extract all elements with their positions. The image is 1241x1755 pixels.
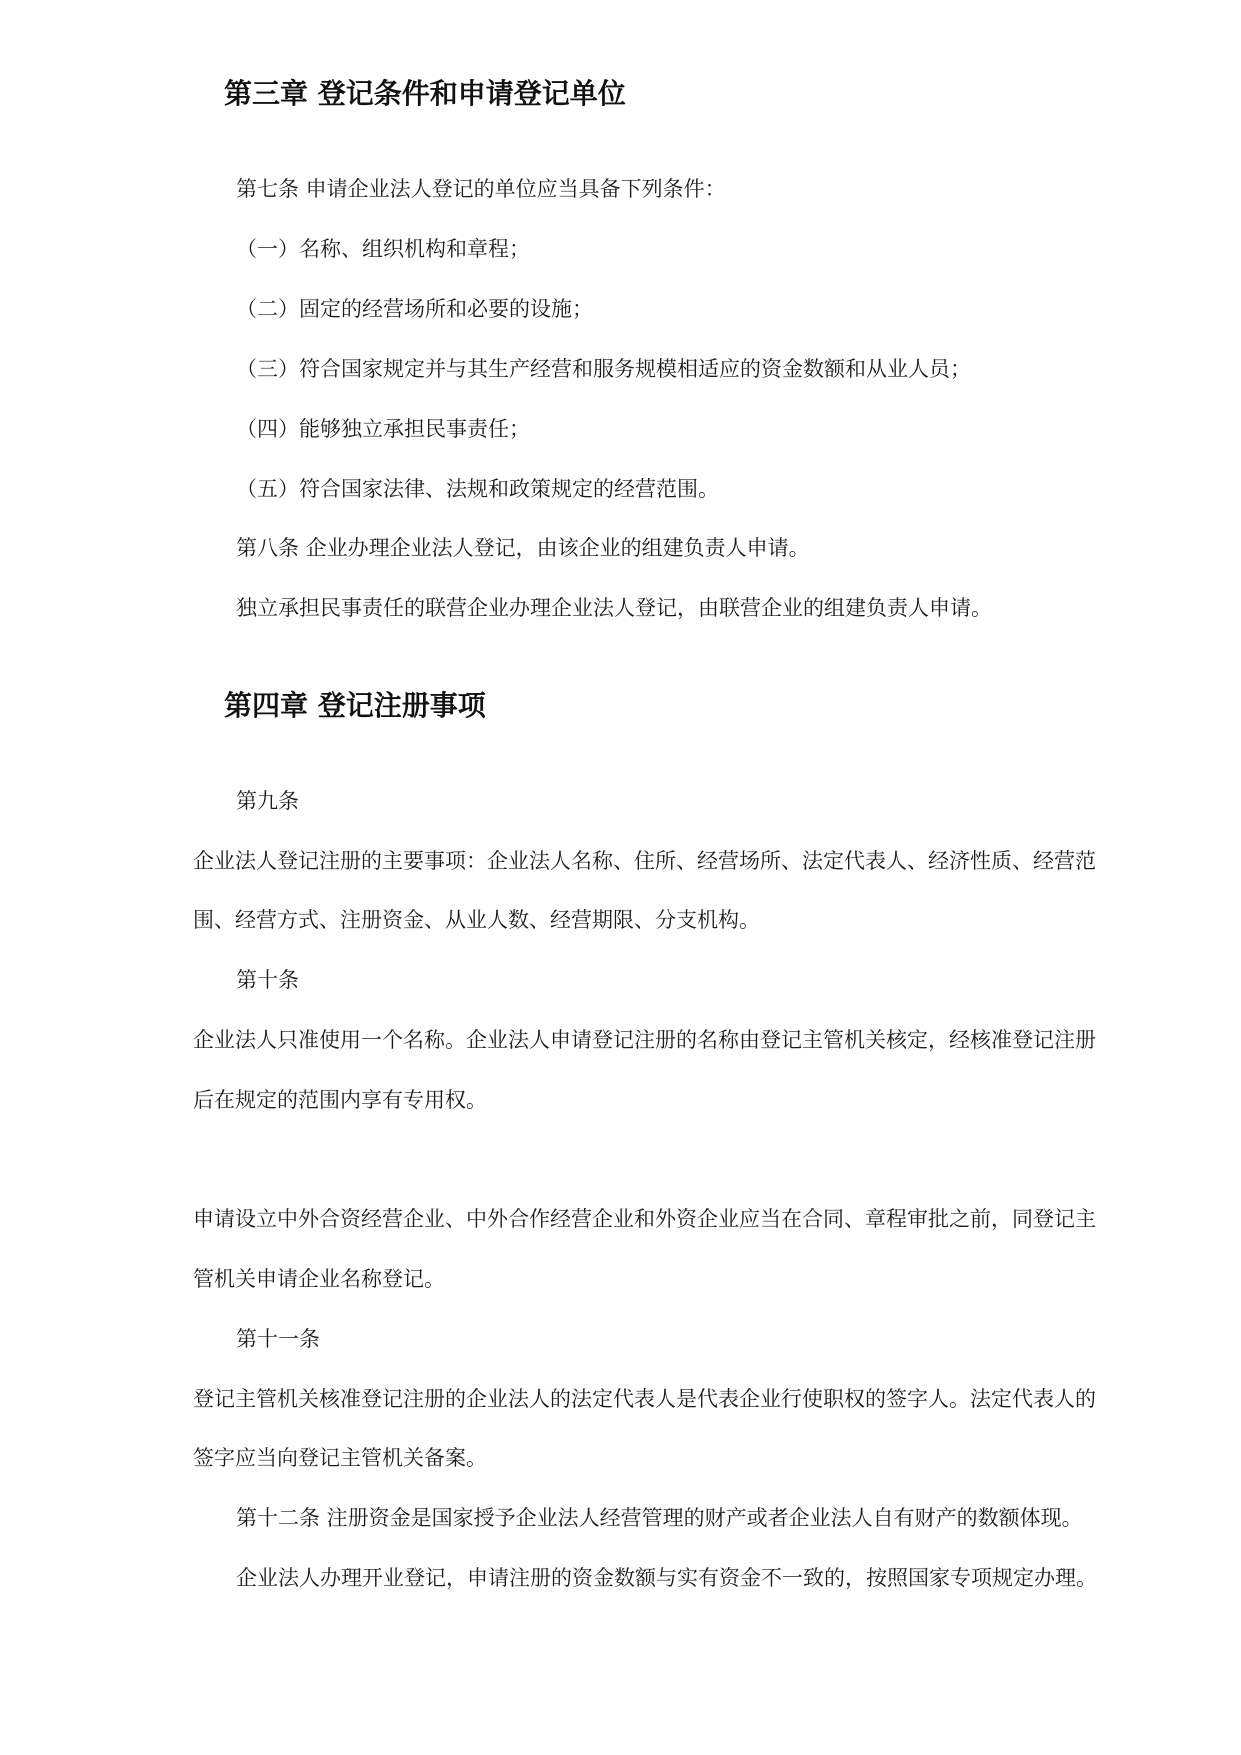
article-10-paragraph-2-line-1: 申请设立中外合资经营企业、中外合作经营企业和外资企业应当在合同、章程审批之前，同登记主 xyxy=(193,1207,1096,1231)
condition-item-5: （五）符合国家法律、法规和政策规定的经营范围。 xyxy=(236,477,719,501)
article-12-paragraph-2: 企业法人办理开业登记，申请注册的资金数额与实有资金不一致的，按照国家专项规定办理。 xyxy=(236,1566,1097,1590)
condition-item-2: （二）固定的经营场所和必要的设施； xyxy=(236,297,593,321)
condition-item-4: （四）能够独立承担民事责任； xyxy=(236,417,530,441)
chapter-4-title: 第四章 登记注册事项 xyxy=(224,689,486,722)
article-9-label: 第九条 xyxy=(236,789,299,813)
article-12: 第十二条 注册资金是国家授予企业法人经营管理的财产或者企业法人自有财产的数额体现。 xyxy=(236,1506,1083,1530)
article-11-line-2: 签字应当向登记主管机关备案。 xyxy=(193,1446,487,1470)
article-7: 第七条 申请企业法人登记的单位应当具备下列条件： xyxy=(236,177,726,201)
chapter-3-title: 第三章 登记条件和申请登记单位 xyxy=(224,77,626,110)
article-10-label: 第十条 xyxy=(236,968,299,992)
article-9-line-1: 企业法人登记注册的主要事项：企业法人名称、住所、经营场所、法定代表人、经济性质、经营范 xyxy=(193,849,1096,873)
article-8-paragraph-2: 独立承担民事责任的联营企业办理企业法人登记，由联营企业的组建负责人申请。 xyxy=(236,596,992,620)
article-11-label: 第十一条 xyxy=(236,1327,320,1351)
condition-item-3: （三）符合国家规定并与其生产经营和服务规模相适应的资金数额和从业人员； xyxy=(236,357,971,381)
article-10-paragraph-2-line-2: 管机关申请企业名称登记。 xyxy=(193,1267,445,1291)
article-9-line-2: 围、经营方式、注册资金、从业人数、经营期限、分支机构。 xyxy=(193,908,760,932)
article-11-line-1: 登记主管机关核准登记注册的企业法人的法定代表人是代表企业行使职权的签字人。法定代表人的 xyxy=(193,1387,1096,1411)
article-8: 第八条 企业办理企业法人登记，由该企业的组建负责人申请。 xyxy=(236,536,810,560)
condition-item-1: （一）名称、组织机构和章程； xyxy=(236,237,530,261)
article-10-line-2: 后在规定的范围内享有专用权。 xyxy=(193,1088,487,1112)
article-10-line-1: 企业法人只准使用一个名称。企业法人申请登记注册的名称由登记主管机关核定，经核准登记注册 xyxy=(193,1028,1096,1052)
